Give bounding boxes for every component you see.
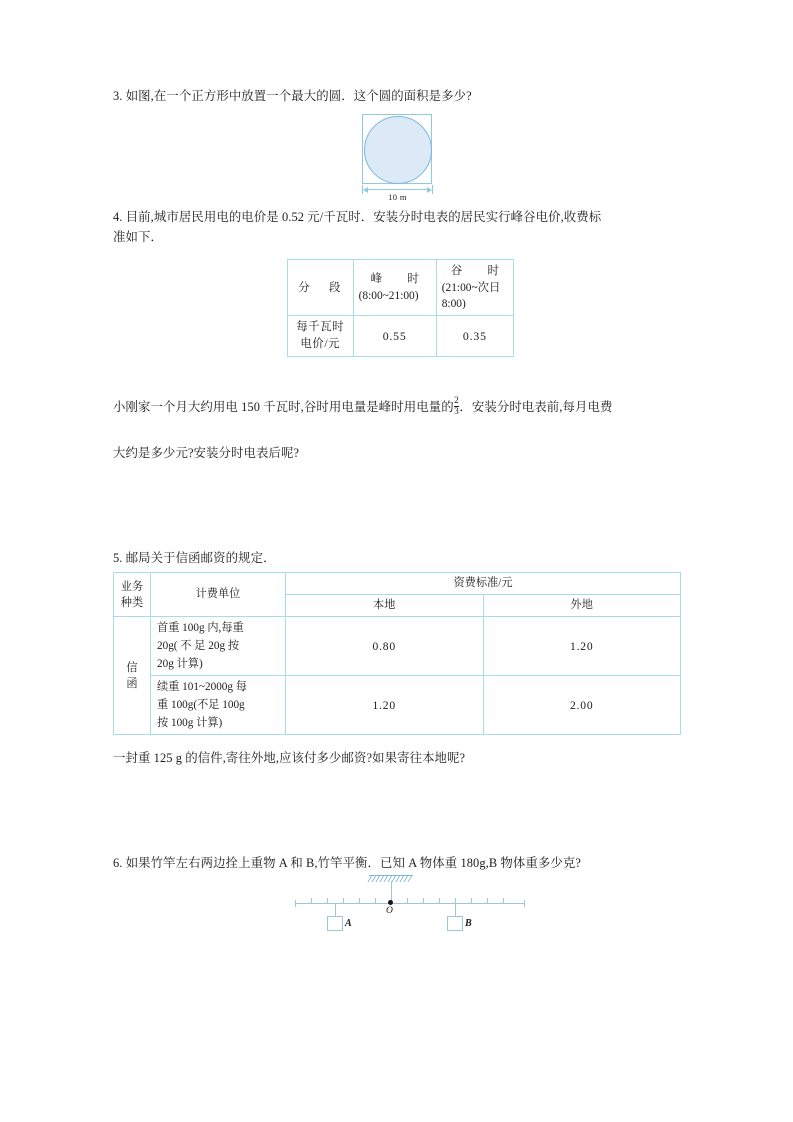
question-4-body-text-a: 小刚家一个月大约用电 150 千瓦时,谷时用电量是峰时用电量的 xyxy=(113,400,454,414)
remote-fee-row-2: 2.00 xyxy=(483,676,681,735)
fraction-numerator: 2 xyxy=(454,395,459,406)
question-6 xyxy=(113,853,685,929)
kind-char-2: 函 xyxy=(126,677,138,690)
table-row xyxy=(288,316,514,357)
header-billing-unit: 计费单位 xyxy=(151,573,286,617)
peak-range: (8:00~21:00) xyxy=(358,290,419,302)
weight-box-b xyxy=(447,916,463,931)
electricity-price-table xyxy=(287,259,514,357)
header-local: 本地 xyxy=(286,595,484,617)
header-remote: 外地 xyxy=(483,595,681,617)
business-kind-line-1: 业务 xyxy=(120,580,144,593)
unit-row-2-line-2: 重 100g(不足 100g xyxy=(157,699,245,711)
dimension-arrow xyxy=(362,185,433,201)
row-header-unit-price xyxy=(288,316,354,357)
question-4-prompt-line-2: 准如下． xyxy=(113,230,163,244)
table-row xyxy=(114,573,681,595)
column-header-valley xyxy=(436,260,513,316)
question-5 xyxy=(113,548,685,765)
question-4-body-line-1 xyxy=(113,397,683,417)
fraction-denominator: 3 xyxy=(454,405,459,416)
hang-line-b xyxy=(455,904,456,916)
postage-rate-table xyxy=(113,572,681,735)
square-shape xyxy=(362,114,432,184)
valley-range: (21:00~次日8:00) xyxy=(441,282,501,310)
lever-beam xyxy=(295,903,525,904)
question-6-prompt: 6. 如果竹竿左右两边拴上重物 A 和 B,竹竿平衡．已知 A 物体重 180g,B 物体重多少克? xyxy=(113,856,581,870)
kind-char-1: 信 xyxy=(126,661,138,674)
weight-box-a xyxy=(327,916,343,931)
question-4-prompt-line-1: 4. 目前,城市居民用电的电价是 0.52 元/千瓦时．安装分时电表的居民实行峰谷电价,收费标 xyxy=(113,210,602,224)
kind-letter-cell xyxy=(114,617,151,735)
local-fee-row-1: 0.80 xyxy=(286,617,484,676)
fraction-two-thirds xyxy=(454,396,459,416)
question-5-prompt: 5. 邮局关于信函邮资的规定． xyxy=(113,551,276,565)
table-row xyxy=(288,260,514,316)
header-fee-group: 资费标准/元 xyxy=(286,573,681,595)
question-4-body-line-2: 大约是多少元?安装分时电表后呢? xyxy=(113,446,300,461)
circle-shape xyxy=(364,116,432,184)
unit-row-1-line-2: 20g( 不 足 20g 按 xyxy=(157,640,240,652)
dimension-label: 10 m xyxy=(388,192,407,202)
header-business-kind xyxy=(114,573,151,617)
business-kind-line-2: 种类 xyxy=(120,596,144,609)
peak-price-value: 0.55 xyxy=(353,316,436,357)
question-3 xyxy=(113,86,683,202)
question-3-prompt: 3. 如图,在一个正方形中放置一个最大的圆．这个圆的面积是多少? xyxy=(113,89,472,103)
unit-row-1-line-3: 20g 计算) xyxy=(157,658,203,670)
unit-row-1-line-1: 首重 100g 内,每重 xyxy=(157,622,244,634)
row-header-segment: 分 段 xyxy=(288,260,354,316)
unit-row-2-line-1: 续重 101~2000g 每 xyxy=(157,681,247,693)
question-4-body xyxy=(113,397,683,463)
local-fee-row-2: 1.20 xyxy=(286,676,484,735)
pivot-point xyxy=(388,900,393,905)
valley-price-value: 0.35 xyxy=(436,316,513,357)
valley-title: 谷 时 xyxy=(450,265,506,277)
question-4 xyxy=(113,207,685,461)
billing-unit-row-1 xyxy=(151,617,286,676)
remote-fee-row-1: 1.20 xyxy=(483,617,681,676)
peak-title: 峰 时 xyxy=(370,273,426,285)
table-row xyxy=(114,617,681,676)
question-5-body: 一封重 125 g 的信件,寄往外地,应该付多少邮资?如果寄往本地呢? xyxy=(113,751,466,765)
weight-label-a: A xyxy=(345,918,352,929)
unit-price-line-1: 每千瓦时 xyxy=(296,321,345,333)
question-4-body-text-b: ．安装分时电表前,每月电费 xyxy=(459,400,613,414)
table-row xyxy=(114,676,681,735)
dimension-line xyxy=(364,189,431,190)
question-6-figure xyxy=(295,875,525,935)
unit-row-2-line-3: 按 100g 计算) xyxy=(157,717,223,729)
billing-unit-row-2 xyxy=(151,676,286,735)
unit-price-line-2: 电价/元 xyxy=(300,338,341,350)
weight-label-b: B xyxy=(465,918,472,929)
hang-line-a xyxy=(335,904,336,916)
question-3-figure xyxy=(362,114,444,202)
pivot-label: O xyxy=(386,906,393,916)
column-header-peak xyxy=(353,260,436,316)
